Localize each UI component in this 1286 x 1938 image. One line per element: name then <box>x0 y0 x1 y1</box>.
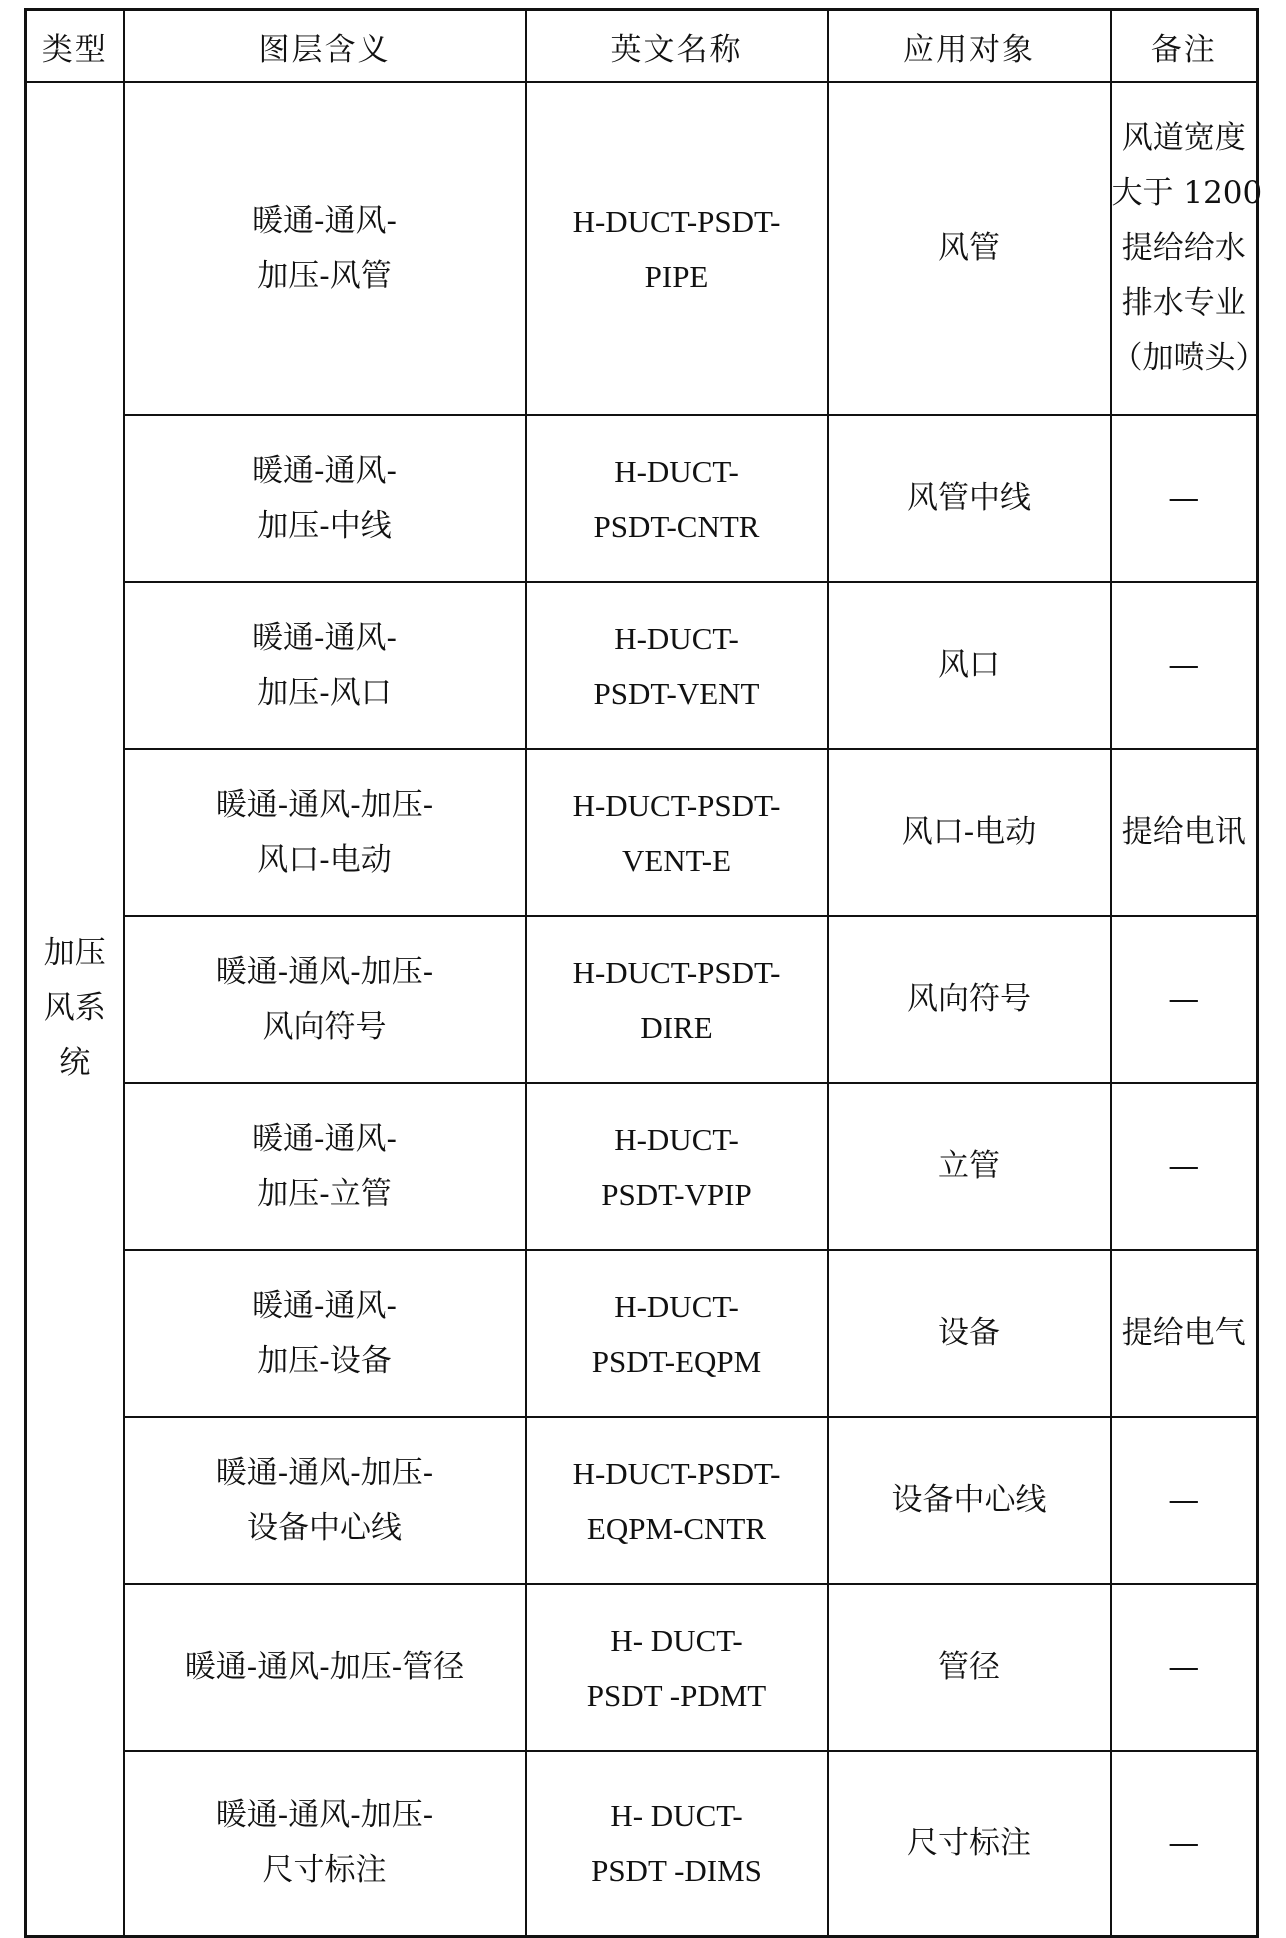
meaning-line: 加压-风口 <box>257 674 392 711</box>
meaning-line: 暖通-通风- <box>252 452 397 489</box>
meaning-line: 加压-立管 <box>257 1175 392 1212</box>
table-row <box>26 582 1258 749</box>
meaning-line: 暖通-通风-加压- <box>215 786 434 823</box>
table-row <box>26 415 1258 582</box>
english-name-cell <box>526 82 828 415</box>
english-line: PSDT-EQPM <box>591 1343 762 1379</box>
object-cell: 风口-电动 <box>828 749 1111 916</box>
english-line: H-DUCT- <box>614 620 739 656</box>
english-line: PSDT-CNTR <box>593 508 760 544</box>
remark-line: （加喷头） <box>1111 340 1267 376</box>
english-name-cell <box>526 582 828 749</box>
meaning-line: 暖通-通风-加压- <box>215 953 434 990</box>
table-row <box>26 1584 1258 1751</box>
object-cell: 尺寸标注 <box>828 1751 1111 1936</box>
type-label-line: 风系 <box>43 990 106 1027</box>
remark-cell: — <box>1111 1083 1258 1250</box>
table-row <box>26 1417 1258 1584</box>
object-cell: 风向符号 <box>828 916 1111 1083</box>
meaning-cell <box>124 1751 526 1936</box>
table-row <box>26 1751 1258 1936</box>
table-body <box>26 82 1267 1936</box>
english-line: VENT-E <box>621 842 732 878</box>
meaning-cell <box>124 582 526 749</box>
type-cell <box>26 82 124 1936</box>
meaning-cell <box>124 749 526 916</box>
english-name-cell <box>526 1250 828 1417</box>
meaning-line: 尺寸标注 <box>262 1852 387 1889</box>
english-line: H-DUCT-PSDT- <box>572 1455 781 1491</box>
meaning-line: 暖通-通风- <box>252 202 397 239</box>
meaning-line: 暖通-通风-加压- <box>215 1454 434 1491</box>
header-type: 类型 <box>26 10 124 83</box>
meaning-line: 暖通-通风- <box>252 619 397 656</box>
english-line: DIRE <box>640 1009 713 1045</box>
meaning-cell <box>124 1250 526 1417</box>
table-row <box>26 1250 1258 1417</box>
meaning-cell <box>124 1417 526 1584</box>
remark-cell: — <box>1111 415 1258 582</box>
english-line: H-DUCT- <box>614 1288 739 1324</box>
object-cell: 风口 <box>828 582 1111 749</box>
meaning-line: 暖通-通风-加压-管径 <box>184 1649 465 1685</box>
english-name-cell <box>526 749 828 916</box>
english-line: PSDT -PDMT <box>586 1677 767 1713</box>
english-line: PSDT-VENT <box>593 675 760 711</box>
object-cell: 风管中线 <box>828 415 1111 582</box>
table-row <box>26 749 1258 916</box>
english-line: PSDT -DIMS <box>591 1853 762 1889</box>
meaning-cell <box>124 1584 526 1751</box>
english-line: H-DUCT-PSDT- <box>572 203 781 239</box>
meaning-line: 设备中心线 <box>247 1509 402 1546</box>
meaning-line: 暖通-通风-加压- <box>215 1797 434 1834</box>
meaning-line: 暖通-通风- <box>252 1120 397 1157</box>
table-row <box>26 1083 1258 1250</box>
header-row <box>26 10 1258 83</box>
meaning-cell <box>124 916 526 1083</box>
english-line: H-DUCT-PSDT- <box>572 954 781 990</box>
type-label-line: 加压 <box>43 935 106 972</box>
meaning-line: 风口-电动 <box>257 841 392 878</box>
remark-cell: — <box>1111 916 1258 1083</box>
type-label-line: 统 <box>59 1045 91 1082</box>
remark-cell <box>1111 82 1267 415</box>
meaning-line: 风向符号 <box>262 1008 387 1045</box>
english-name-cell <box>526 916 828 1083</box>
english-name-cell <box>526 1083 828 1250</box>
remark-line: 大于 1200 <box>1111 175 1263 211</box>
remark-line: 提给给水 <box>1121 230 1246 266</box>
meaning-cell <box>124 1083 526 1250</box>
layer-table <box>24 8 1267 1938</box>
remark-cell: 提给电讯 <box>1111 749 1258 916</box>
meaning-cell <box>124 415 526 582</box>
meaning-line: 加压-风管 <box>257 257 392 294</box>
meaning-line: 暖通-通风- <box>252 1287 397 1324</box>
remark-cell: 提给电气 <box>1111 1250 1258 1417</box>
remark-line: 排水专业 <box>1121 285 1246 321</box>
object-cell: 风管 <box>828 82 1111 415</box>
header-english-name: 英文名称 <box>526 10 828 83</box>
meaning-line: 加压-中线 <box>257 507 392 544</box>
remark-cell: — <box>1111 582 1258 749</box>
remark-cell: — <box>1111 1417 1258 1584</box>
english-name-cell <box>526 1417 828 1584</box>
english-line: EQPM-CNTR <box>586 1510 767 1546</box>
english-line: H- DUCT- <box>610 1622 743 1658</box>
english-name-cell <box>526 1751 828 1936</box>
header-application-object: 应用对象 <box>828 10 1111 83</box>
remark-line: 风道宽度 <box>1121 120 1246 156</box>
english-line: H-DUCT- <box>614 453 739 489</box>
english-line: H-DUCT-PSDT- <box>572 787 781 823</box>
object-cell: 管径 <box>828 1584 1111 1751</box>
header-remark: 备注 <box>1111 10 1258 83</box>
header-meaning: 图层含义 <box>124 10 526 83</box>
meaning-line: 加压-设备 <box>257 1342 392 1379</box>
english-line: H-DUCT- <box>614 1121 739 1157</box>
table-row <box>26 82 1258 415</box>
remark-cell: — <box>1111 1584 1258 1751</box>
english-line: H- DUCT- <box>610 1798 743 1834</box>
meaning-cell <box>124 82 526 415</box>
table-row <box>26 916 1258 1083</box>
object-cell: 立管 <box>828 1083 1111 1250</box>
english-name-cell <box>526 1584 828 1751</box>
table-header <box>26 10 1258 83</box>
english-line: PIPE <box>644 258 709 294</box>
object-cell: 设备 <box>828 1250 1111 1417</box>
remark-cell: — <box>1111 1751 1258 1936</box>
english-line: PSDT-VPIP <box>601 1176 752 1212</box>
object-cell: 设备中心线 <box>828 1417 1111 1584</box>
english-name-cell <box>526 415 828 582</box>
